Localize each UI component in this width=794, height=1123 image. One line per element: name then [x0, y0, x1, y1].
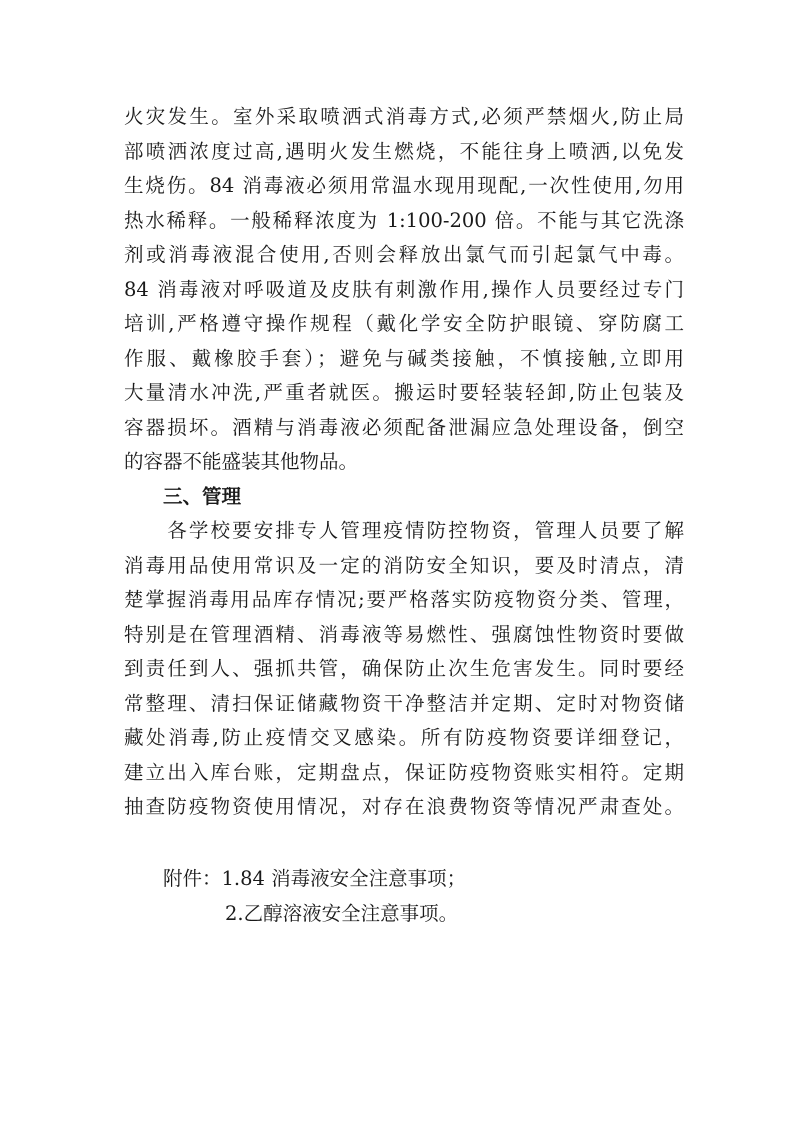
body-line: 作服、戴橡胶手套）；避免与碱类接触，不慎接触,立即用 [124, 347, 684, 370]
body-line: 到责任到人、强抓共管，确保防止次生危害发生。同时要经 [124, 657, 684, 680]
section-heading: 三、管理 [163, 485, 242, 508]
body-line: 抽查防疫物资使用情况，对存在浪费物资等情况严肃查处。 [124, 795, 684, 818]
body-line: 特别是在管理酒精、消毒液等易燃性、强腐蚀性物资时要做 [124, 623, 684, 646]
body-line: 大量清水冲洗,严重者就医。搬运时要轻装轻卸,防止包装及 [124, 381, 684, 404]
body-line: 生烧伤。84 消毒液必须用常温水现用现配,一次性使用,勿用 [124, 174, 684, 197]
body-line: 剂或消毒液混合使用,否则会释放出氯气而引起氯气中毒。 [124, 243, 684, 266]
body-line: 84 消毒液对呼吸道及皮肤有刺激作用,操作人员要经过专门 [124, 278, 684, 301]
body-line: 各学校要安排专人管理疫情防控物资，管理人员要了解 [124, 519, 684, 542]
attachment-label: 附件：1.84 消毒液安全注意事项； [163, 867, 467, 890]
body-line: 常整理、清扫保证储藏物资干净整洁并定期、定时对物资储 [124, 692, 684, 715]
body-line: 建立出入库台账，定期盘点，保证防疫物资账实相符。定期 [124, 761, 684, 784]
body-line: 培训,严格遵守操作规程（戴化学安全防护眼镜、穿防腐工 [124, 312, 684, 335]
body-line: 消毒用品使用常识及一定的消防安全知识，要及时清点，清 [124, 554, 684, 577]
body-line: 藏处消毒,防止疫情交叉感染。所有防疫物资要详细登记， [124, 726, 684, 749]
body-line: 热水稀释。一般稀释浓度为 1:100-200 倍。不能与其它洗涤 [124, 209, 684, 232]
attachment-item: 2.乙醇溶液安全注意事项。 [225, 902, 459, 925]
body-line: 楚掌握消毒用品库存情况;要严格落实防疫物资分类、管理， [124, 588, 684, 611]
body-line: 的容器不能盛装其他物品。 [124, 450, 359, 473]
body-line: 部喷洒浓度过高,遇明火发生燃烧，不能往身上喷洒,以免发 [124, 140, 684, 163]
body-line: 容器损坏。酒精与消毒液必须配备泄漏应急处理设备，倒空 [124, 416, 684, 439]
body-line: 火灾发生。室外采取喷洒式消毒方式,必须严禁烟火,防止局 [124, 105, 684, 128]
